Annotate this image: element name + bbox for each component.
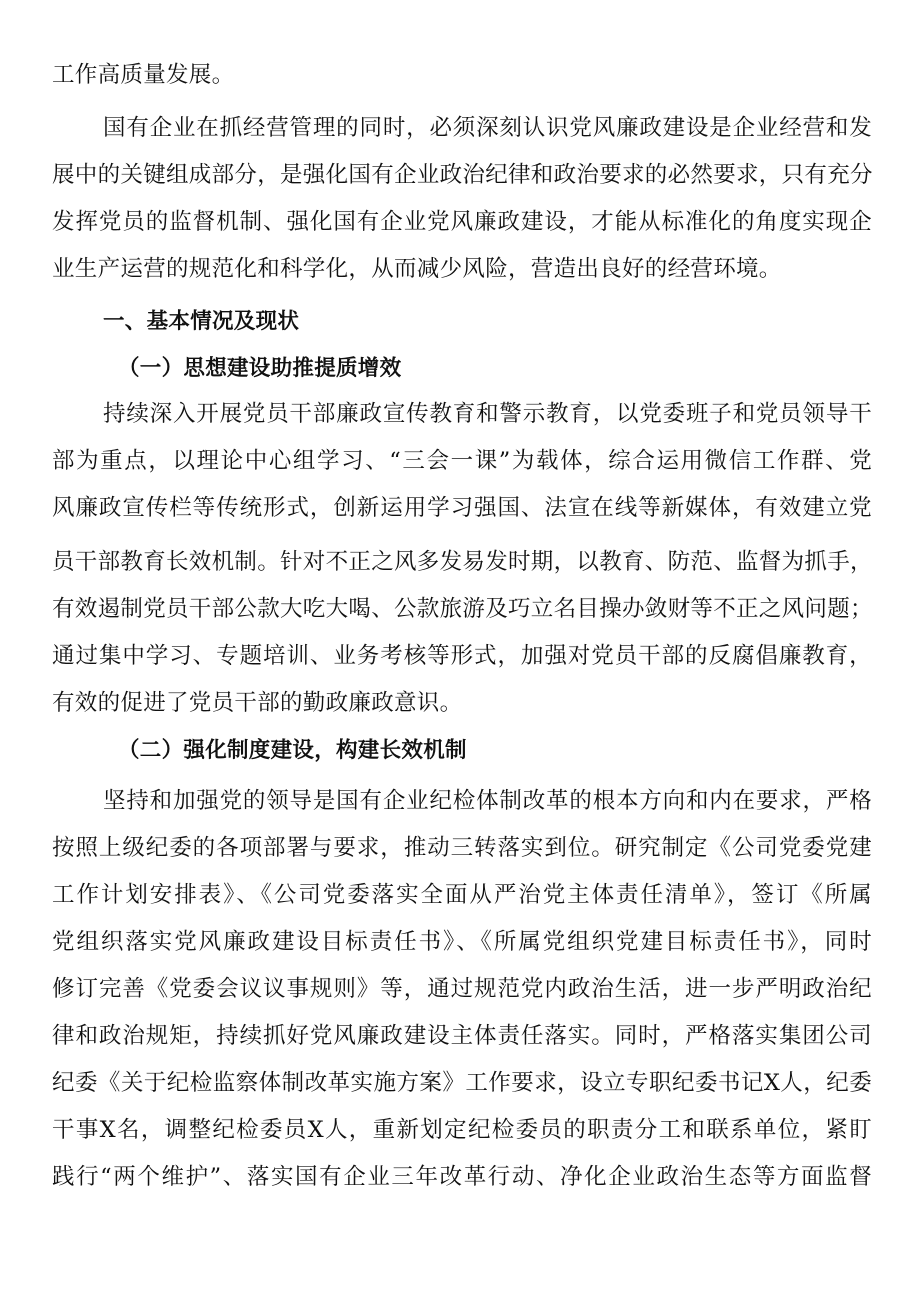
text-line: 党组织落实党风廉政建设目标责任书》、《所属党组织党建目标责任书》，同时 bbox=[52, 929, 872, 955]
text-line: 部为重点，以理论中心组学习、“三会一课”为载体，综合运用微信工作群、党 bbox=[52, 448, 872, 474]
text-line: 展中的关键组成部分，是强化国有企业政治纪律和政治要求的必然要求，只有充分 bbox=[52, 162, 873, 188]
text-line: 工作高质量发展。 bbox=[52, 62, 235, 88]
text-line: 坚持和加强党的领导是国有企业纪检体制改革的根本方向和内在要求，严格 bbox=[103, 788, 872, 814]
text-line: 业生产运营的规范化和科学化，从而减少风险，营造出良好的经营环境。 bbox=[52, 256, 782, 282]
text-line: 有效的促进了党员干部的勤政廉政意识。 bbox=[52, 690, 463, 716]
text-line: 员干部教育长效机制。针对不正之风多发易发时期，以教育、防范、监督为抓手， bbox=[52, 549, 873, 575]
text-line: 发挥党员的监督机制、强化国有企业党风廉政建设，才能从标准化的角度实现企 bbox=[52, 209, 872, 235]
text-line: 纪委《关于纪检监察体制改革实施方案》工作要求，设立专职纪委书记X人，纪委 bbox=[52, 1070, 872, 1096]
text-line: 持续深入开展党员干部廉政宣传教育和警示教育，以党委班子和党员领导干 bbox=[103, 401, 872, 427]
section-heading: 一、基本情况及现状 bbox=[103, 309, 300, 334]
text-line: 践行“两个维护”、落实国有企业三年改革行动、净化企业政治生态等方面监督 bbox=[52, 1164, 872, 1190]
text-line: 修订完善《党委会议议事规则》等，通过规范党内政治生活，进一步严明政治纪 bbox=[52, 976, 872, 1002]
text-line: 按照上级纪委的各项部署与要求，推动三转落实到位。研究制定《公司党委党建 bbox=[52, 835, 872, 861]
text-line: 律和政治规矩，持续抓好党风廉政建设主体责任落实。同时，严格落实集团公司 bbox=[52, 1023, 872, 1049]
text-line: 国有企业在抓经营管理的同时，必须深刻认识党风廉政建设是企业经营和发 bbox=[103, 115, 872, 141]
text-line: 有效遏制党员干部公款大吃大喝、公款旅游及巧立名目操办敛财等不正之风问题； bbox=[52, 596, 873, 622]
text-line: 通过集中学习、专题培训、业务考核等形式，加强对党员干部的反腐倡廉教育， bbox=[52, 643, 872, 669]
text-line: 风廉政宣传栏等传统形式，创新运用学习强国、法宣在线等新媒体，有效建立党 bbox=[52, 495, 872, 521]
subsection-heading: （二）强化制度建设，构建长效机制 bbox=[118, 738, 467, 763]
text-line: 干事X名，调整纪检委员X人，重新划定纪检委员的职责分工和联系单位，紧盯 bbox=[52, 1117, 872, 1143]
subsection-heading: （一）思想建设助推提质增效 bbox=[118, 356, 402, 381]
text-line: 工作计划安排表》、《公司党委落实全面从严治党主体责任清单》，签订《所属 bbox=[52, 882, 872, 908]
